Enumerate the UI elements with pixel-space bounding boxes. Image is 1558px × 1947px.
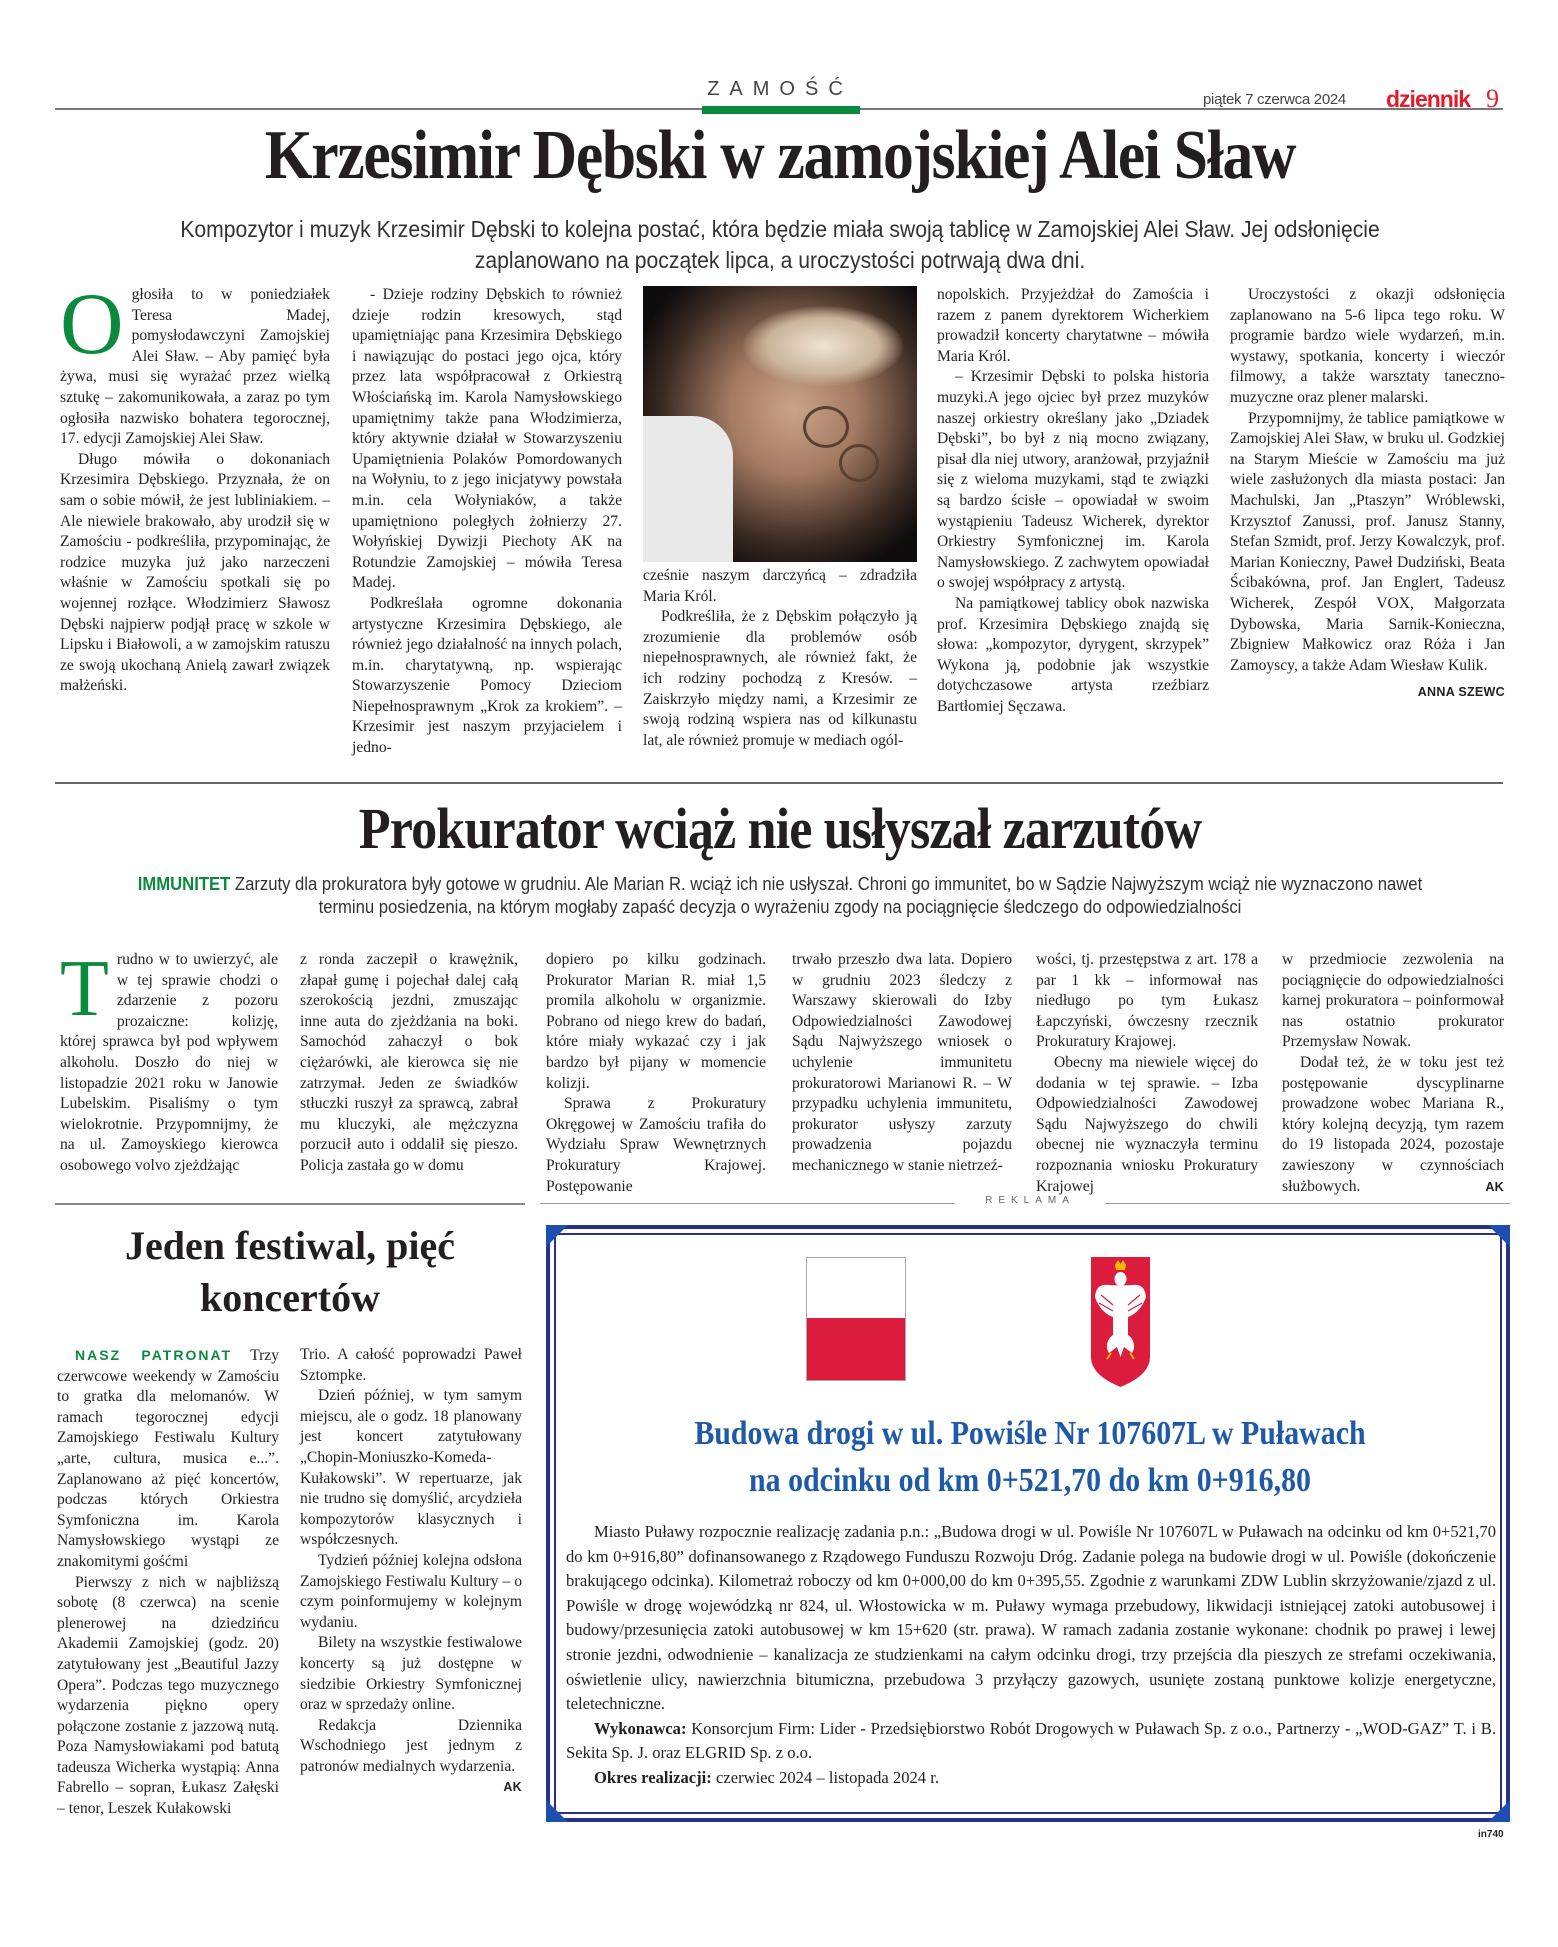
divider: [1105, 1203, 1510, 1204]
byline: AK: [503, 1780, 522, 1795]
frame-corner: [546, 1225, 568, 1247]
section-label: ZAMOŚĆ: [707, 78, 853, 100]
paragraph: trwało przeszło dwa lata. Dopiero w grudniu 2023 śledczy z Warszawy skierowali do Izby Odpowiedzialności Zawodowej Sądu Najwyższego wniosek o uchylenie immunitetu prokuratorowi Marianowi R. – W przypadku uchylenia immunitetu, prokurator usłyszy zarzuty prowadzenia pojazdu mechanicznego w stanie nietrzeź-: [792, 951, 1012, 1174]
issue-date: piątek 7 czerwca 2024: [1203, 91, 1346, 108]
label: Wykonawca:: [594, 1718, 687, 1738]
paragraph: z ronda zaczepił o krawężnik, złapał gumę i pojechał dalej całą szerokością jezdni, zmuszając inne auta do zjeżdżania na boki. Samochód zahaczył o bok ciężarówki, ale kierowca się nie zatrzymał. Jeden ze świadków stłuczki ruszył za sprawcą, zabrał mu kluczyki, ale mężczyzna porzucił auto i oddalił się pieszo. Policja zastała go w domu: [300, 951, 518, 1174]
polish-eagle-emblem-icon: [1091, 1257, 1150, 1387]
advert-code: in740: [1478, 1829, 1504, 1840]
paragraph: głosiła to w poniedziałek Teresa Madej, pomysłodawczyni Zamojskiej Alei Sław. – Aby pamięć była żywa, musi się wyrażać przez wielką sztukę – zakomunikowała, a zaraz po tym ogłosiła nazwisko bohatera tegorocznej, 17. edycji Zamojskiej Alei Sław.: [60, 286, 330, 448]
brand-logo: dziennik: [1386, 86, 1471, 112]
dropcap: O: [60, 276, 124, 373]
article3-column-2: [300, 1345, 522, 1798]
article3-headline: Jeden festiwal, pięć koncertów: [125, 1223, 455, 1320]
paragraph: Trio. A całość poprowadzi Paweł Sztompke.: [300, 1346, 522, 1384]
article3-column-1: [57, 1345, 279, 1820]
photo-glasses: [803, 406, 849, 448]
paragraph: Dodał też, że w toku jest też postępowanie dyscyplinarne prowadzone wobec Mariana R., który kolejną decyzją, tym razem do 19 listopada 2024, pozostaje zawieszony w czynnościach służbowych.: [1282, 1053, 1504, 1195]
article2-column-6: [1282, 950, 1504, 1198]
divider: [540, 1203, 955, 1204]
paragraph: Obecny ma niewiele więcej do dodania w tej sprawie. – Izba Odpowiedzialności Zawodowej Sądu Najwyższego do chwili obecnej nie wyznaczyła terminu rozpoznania wniosku Prokuratury Krajowej: [1036, 1053, 1258, 1195]
photo-hair: [743, 306, 903, 386]
flag-white-band: [807, 1258, 905, 1318]
frame-corner: [546, 1800, 568, 1822]
paragraph: w przedmiocie zezwolenia na pociągnięcie do odpowiedzialności karnej prokuratora – poinformował nas ostatnio prokurator Przemysław Nowak.: [1282, 951, 1504, 1051]
paragraph: dopiero po kilku godzinach. Prokurator Marian R. miał 1,5 promila alkoholu w organizmie. Pobrano od niego krew do badań, które miały wykazać czy i jak bardzo był pijany w momencie kolizji.: [546, 951, 766, 1092]
article2-column-5: [1036, 950, 1258, 1197]
paragraph: – Krzesimir Dębski to polska historia muzyki.A jego ojciec był przez muzyków naszej orkiestry określany jako „Dziadek Dębski”, bo był z nią mocno związany, pisał dla niej utwory, aranżował, przyjaźnił się z wieloma muzykami, stąd te związki są bardzo ścisłe – opowiadał w swoim wystąpieniu Tadeusz Wicherek, dyrektor Orkiestry Symfonicznej im. Karola Namysłowskiego. Z zachwytem opowiadał o swojej współpracy z artystą.: [937, 368, 1209, 592]
article2-lead: [132, 872, 1428, 918]
paragraph: - Dzieje rodziny Dębskich to również dzieje rodzin kresowych, stąd upamiętniając pana Krzesimira Dębskiego i nawiązując do postaci jego ojca, który przez lata współpracował z Orkiestrą Włościańską im. Karola Namysłowskiego upamiętnimy także pana Włodzimierza, który aktywnie działał w Stowarzyszeniu Upamiętnienia Polaków Pomordowanych na Wołyniu, to z jego inicjatywy powstała m.in. cela Wołyniaków, a także upamiętniono poległych żołnierzy 27. Wołyńskiej Dywizji Piechoty AK na Rotundzie Zamojskiej – mówiła Teresa Madej.: [352, 286, 622, 592]
advert-label: REKLAMA: [985, 1195, 1075, 1206]
article1-column-3: [643, 566, 917, 751]
page-number: 9: [1486, 84, 1499, 113]
article1-headline: Krzesimir Dębski w zamojskiej Alei Sław: [264, 117, 1296, 194]
paragraph: Podkreślała ogromne dokonania artystyczne Krzesimira Dębskiego, ale również jego działalność na innych polach, m.in. charytatywną, np. wspierając Stowarzyszenie Pomocy Dzieciom Niepełnosprawnym „Krok za krokiem”. – Krzesimir jest naszym przyjacielem i jedno-: [352, 594, 622, 757]
kicker: NASZ PATRONAT: [75, 1347, 233, 1363]
paragraph: wości, tj. przestępstwa z art. 178 a par 1 kk – informował nas niedługo po tym Łukasz Łapczyński, ówczesny rzecznik Prokuratury Krajowej.: [1036, 951, 1258, 1051]
advert-title-line: na odcinku od km 0+521,70 do km 0+916,80: [749, 1462, 1311, 1499]
paragraph: Przypomnijmy, że tablice pamiątkowe w Zamojskiej Alei Sław, w bruku ul. Godzkiej na Starym Mieście w Zamościu ma już wiele zasłużonych dla miasta postaci: Jan Machulski, Jan „Ptaszyn” Wróblewski, Krzysztof Zanussi, prof. Janusz Stanny, Stefan Szmidt, prof. Jerzy Kowalczyk, prof. Marian Konieczny, Paweł Dudziński, Beata Ścibakówna, prof. Jan Englert, Tadeusz Wicherek, Zespół VOX, Małgorzata Dybowska, Maria Sarnik-Konieczna, Zbigniew Małkowicz oraz Róża i Jan Zamoyscy, a także Adam Wiesław Kulik.: [1230, 409, 1505, 674]
flag-red-band: [807, 1318, 905, 1380]
article1-column-2: [352, 285, 622, 759]
paragraph: Na pamiątkowej tablicy obok nazwiska prof. Krzesimira Dębskiego znajdą się słowa: „kompozytor, dyrygent, skrzypek” Wykona ją, podobnie jak wszystkie dotychczasowe artysta rzeźbiarz Bartłomiej Sęczawa.: [937, 594, 1209, 715]
paragraph: Podkreśliła, że z Dębskim połączyło ją zrozumienie dla problemów osób niepełnosprawnych, ale również fakt, że ich rodziny pochodzą z Kresów. – Zaiskrzyło między nami, a Krzesimir ze swoją rodziną wspiera nas od kilkunastu lat, ale również promuje w mediach ogól-: [643, 608, 917, 749]
paragraph: Długo mówiła o dokonaniach Krzesimira Dębskiego. Przyznała, że on sam o sobie mówił, że jest lubliniakiem. – Ale niewiele brakowało, aby urodził się w Zamościu - podkreśliła, przypominając, że rodzice muzyka już jako narzeczeni właśnie w Zamościu spotkali się po wojennej rozłące. Włodzimierz Sławosz Dębski najpierw podjął pracę w szkole w Lipsku i Białowoli, a w zamojskim ratuszu ze swoją ukochaną Anielą zawarł związek małżeński.: [60, 450, 330, 695]
value: czerwiec 2024 – listopada 2024 r.: [715, 1767, 939, 1787]
frame-corner: [1488, 1225, 1510, 1247]
section-divider: [55, 1203, 525, 1205]
paragraph: Dzień później, w tym samym miejscu, ale o godz. 18 planowany jest koncert zatytułowany „Chopin-Moniuszko-Komeda-Kułakowski”. W repertuarze, jak nie trudno się domyślić, arcydzieła kompozytorów klasycznych i współczesnych.: [300, 1387, 522, 1549]
lead-text: Zarzuty dla prokuratora były gotowe w grudniu. Ale Marian R. wciąż ich nie usłyszał. Chroni go immunitet, bo w Sądzie Najwyższym wciąż nie wyznaczono nawet terminu posiedzenia, na którym mogłaby zapaść decyzja o wyrażeniu zgody na pociągnięcie śledczego do odpowiedzialności: [234, 873, 1423, 917]
article2-headline: Prokurator wciąż nie usłyszał zarzutów: [358, 796, 1202, 861]
paragraph: Pierwszy z nich w najbliższą sobotę (8 czerwca) na scenie plenerowej na dziedzińcu Akademii Zamojskiej (godz. 20) zatytułowany jest „Beautiful Jazzy Opera”. Podczas tego muzycznego wydarzenia piękno opery połączone zostanie z jazzową nutą. Poza Namysłowiakami pod batutą tadeusza Wicherka wystąpią: Anna Fabrello – sopran, Łukasz Załęski – tenor, Leszek Kułakowski: [57, 1573, 279, 1818]
article1-column-4: [937, 285, 1209, 717]
article1-column-1: [60, 276, 330, 697]
dropcap: T: [60, 945, 109, 1033]
paragraph: Redakcja Dziennika Wschodniego jest jednym z patronów medialnych wydarzenia.: [300, 1716, 522, 1775]
label: Okres realizacji:: [594, 1767, 712, 1787]
paragraph: nopolskich. Przyjeżdżał do Zamościa i razem z panem dyrektorem Wicherkiem prowadził koncerty charytatwne – mówiła Maria Król.: [937, 286, 1209, 365]
advert-paragraph: Miasto Puławy rozpocznie realizację zadania p.n.: „Budowa drogi w ul. Powiśle Nr 107607L w Puławach na odcinku od km 0+521,70 do km 0+916,80” dofinansowanego z Rządowego Funduszu Rozwoju Dróg. Zadanie polega na budowie drogi w ul. Powiśle (dokończenie brakującego odcinka). Kilometraż roboczy od km 0+000,00 do km 0+395,55. Zgodnie z warunkami ZDW Lublin skrzyżowanie/zjazd z ul. Powiśle w drogę wojewódzką nr 824, ul. Włostowicka w m. Puławy wymaga przebudowy, likwidacji istniejącej zatoki autobusowej i budowy/przesunięcia zatoki autobusowej w km 15+620 (str. prawa). W ramach zadania zostanie wykonane: chodnik po prawej i lewej stronie jezdni, odwodnienie – kanalizacja ze studzienkami na całym odcinku drogi, trzy przejścia dla pieszych ze strefami oczekiwania, oświetlenie ulicy, nawierzchnia bitumiczna, przebudowa 3 przyłączy gazowych, usunięte zostaną punktowe kolizje energetyczne, teletechniczne.: [566, 1522, 1496, 1714]
advert-title-line: Budowa drogi w ul. Powiśle Nr 107607L w Puławach: [694, 1415, 1366, 1452]
paragraph: Tydzień później kolejna odsłona Zamojskiego Festiwalu Kultury – o czym poinformujemy w kolejnym wydaniu.: [300, 1551, 522, 1631]
paragraph: rudno w to uwierzyć, ale w tej sprawie chodzi o zdarzenie z pozoru prozaiczne: kolizję, której sprawca był pod wpływem alkoholu. Doszło do niej w listopadzie 2021 roku w Janowie Lubelskim. Pisaliśmy o tym wielokrotnie. Przypomnijmy, że na ul. Zamoyskiego kierowca osobowego volvo zjeżdżając: [60, 951, 278, 1174]
paragraph: Bilety na wszystkie festiwalowe koncerty są już dostępne w siedzibie Orkiestry Symfonicznej oraz w sprzedaży online.: [300, 1634, 522, 1714]
value: Konsorcjum Firm: Lider - Przedsiębiorstwo Robót Drogowych w Puławach Sp. z o.o., Partnerzy - „WOD-GAZ” T. i B. Sekita Sp. J. oraz ELGRID Sp. z o.o.: [566, 1718, 1496, 1763]
article2-column-4: [792, 950, 1012, 1177]
photo-shirt: [643, 416, 733, 562]
article2-column-3: [546, 950, 766, 1197]
article1-column-5: [1230, 285, 1505, 703]
frame-corner: [1488, 1800, 1510, 1822]
portrait-photo: [643, 286, 917, 562]
article1-lead: Kompozytor i muzyk Krzesimir Dębski to kolejna postać, która będzie miała swoją tablicę w Zamojskiej Alei Sław. Jej odsłonięcie zaplanowano na początek lipca, a uroczystości potrwają dwa dni.: [180, 216, 1380, 273]
paragraph: Trzy czerwcowe weekendy w Zamościu to gratka dla melomanów. W ramach tegorocznej edycji Zamojskiego Festiwalu Kultury „arte, cultura, musica e...”. Zaplanowano aż pięć koncertów, podczas których Orkiestra Symfoniczna im. Karola Namysłowskiego wystąpi ze znakomitymi gośćmi: [57, 1347, 279, 1570]
advert-body: [566, 1520, 1496, 1791]
byline: ANNA SZEWC: [1417, 685, 1505, 700]
article2-column-1: [60, 945, 278, 1177]
paragraph: cześnie naszym darczyńcą – zdradziła Maria Król.: [643, 567, 917, 605]
photo-glasses: [839, 444, 879, 482]
advert-period: [566, 1766, 1496, 1791]
paragraph: Sprawa z Prokuratury Okręgowej w Zamościu trafiła do Wydziału Spraw Wewnętrznych Prokuratury Krajowej. Postępowanie: [546, 1095, 766, 1195]
polish-flag-icon: [806, 1257, 906, 1381]
advert-title: [616, 1410, 1443, 1504]
advert-label-row: [540, 1196, 1510, 1210]
kicker: IMMUNITET: [137, 873, 231, 894]
byline: AK: [1485, 1180, 1504, 1195]
advert-contractor: [566, 1717, 1496, 1766]
section-divider: [55, 782, 1503, 784]
article2-column-2: [300, 950, 518, 1177]
paragraph: Uroczystości z okazji odsłonięcia zaplanowano na 5-6 lipca tego roku. W programie bardzo wiele wydarzeń, m.in. wystawy, spotkania, koncerty i wieczór filmowy, a także warsztaty taneczno-muzyczne oraz plener malarski.: [1230, 286, 1505, 406]
